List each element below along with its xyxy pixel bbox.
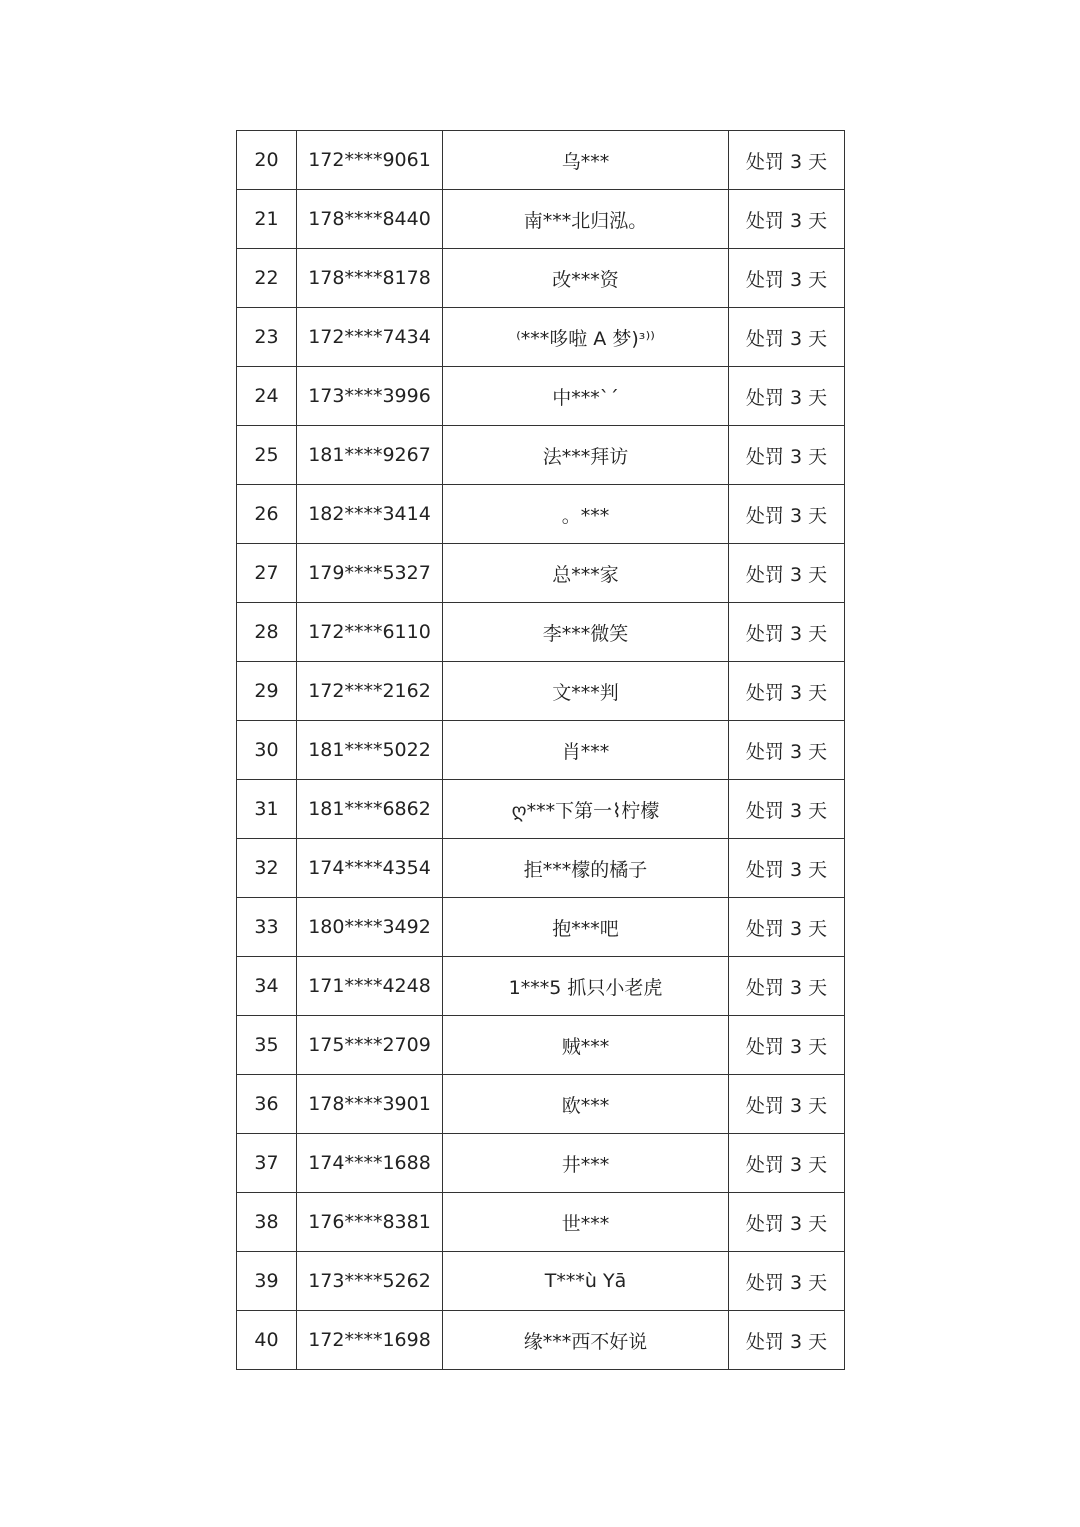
phone-number-cell: 181****6862 [297,780,443,839]
penalty-cell: 处罚 3 天 [729,780,845,839]
phone-number-cell: 179****5327 [297,544,443,603]
phone-number-cell: 174****1688 [297,1134,443,1193]
table-row [237,426,845,485]
row-index-cell: 31 [237,780,297,839]
table-row [237,1016,845,1075]
row-index-cell: 35 [237,1016,297,1075]
table-row [237,1134,845,1193]
phone-number-cell: 172****9061 [297,131,443,190]
nickname-cell: T***ù Yā [443,1252,729,1311]
row-index-cell: 32 [237,839,297,898]
penalty-cell: 处罚 3 天 [729,1134,845,1193]
nickname-cell: 。*** [443,485,729,544]
table-row [237,367,845,426]
table-row [237,485,845,544]
penalty-cell: 处罚 3 天 [729,1252,845,1311]
nickname-cell: 文***判 [443,662,729,721]
table-row [237,839,845,898]
table-row [237,780,845,839]
table-row [237,1075,845,1134]
row-index-cell: 34 [237,957,297,1016]
phone-number-cell: 181****9267 [297,426,443,485]
penalty-cell: 处罚 3 天 [729,1311,845,1370]
row-index-cell: 30 [237,721,297,780]
penalty-cell: 处罚 3 天 [729,898,845,957]
penalty-cell: 处罚 3 天 [729,1016,845,1075]
nickname-cell: 李***微笑 [443,603,729,662]
penalty-cell: 处罚 3 天 [729,662,845,721]
penalty-cell: 处罚 3 天 [729,190,845,249]
nickname-cell: 抱***吧 [443,898,729,957]
phone-number-cell: 176****8381 [297,1193,443,1252]
table-row [237,131,845,190]
table-body [237,131,845,1370]
table-row [237,1252,845,1311]
table-row [237,898,845,957]
nickname-cell: 法***拜访 [443,426,729,485]
nickname-cell: 改***资 [443,249,729,308]
row-index-cell: 40 [237,1311,297,1370]
penalty-cell: 处罚 3 天 [729,839,845,898]
nickname-cell: 肖*** [443,721,729,780]
phone-number-cell: 178****8178 [297,249,443,308]
phone-number-cell: 173****5262 [297,1252,443,1311]
penalty-cell: 处罚 3 天 [729,426,845,485]
row-index-cell: 38 [237,1193,297,1252]
table-row [237,249,845,308]
row-index-cell: 36 [237,1075,297,1134]
table-row [237,662,845,721]
phone-number-cell: 181****5022 [297,721,443,780]
penalty-cell: 处罚 3 天 [729,485,845,544]
penalty-cell: 处罚 3 天 [729,544,845,603]
table-row [237,1311,845,1370]
phone-number-cell: 172****1698 [297,1311,443,1370]
nickname-cell: 乌*** [443,131,729,190]
table-row [237,1193,845,1252]
nickname-cell: 欧*** [443,1075,729,1134]
penalty-table [236,130,845,1370]
nickname-cell: ღ***下第一⌇柠檬 [443,780,729,839]
phone-number-cell: 173****3996 [297,367,443,426]
penalty-cell: 处罚 3 天 [729,721,845,780]
phone-number-cell: 178****3901 [297,1075,443,1134]
nickname-cell: 缘***西不好说 [443,1311,729,1370]
table-row [237,308,845,367]
row-index-cell: 21 [237,190,297,249]
nickname-cell: 中***ˋˊ [443,367,729,426]
row-index-cell: 29 [237,662,297,721]
table-row [237,603,845,662]
row-index-cell: 37 [237,1134,297,1193]
phone-number-cell: 172****2162 [297,662,443,721]
nickname-cell: 贼*** [443,1016,729,1075]
phone-number-cell: 172****6110 [297,603,443,662]
row-index-cell: 39 [237,1252,297,1311]
table-row [237,957,845,1016]
table-row [237,721,845,780]
penalty-cell: 处罚 3 天 [729,1193,845,1252]
phone-number-cell: 178****8440 [297,190,443,249]
row-index-cell: 28 [237,603,297,662]
row-index-cell: 26 [237,485,297,544]
nickname-cell: 世*** [443,1193,729,1252]
row-index-cell: 24 [237,367,297,426]
penalty-cell: 处罚 3 天 [729,957,845,1016]
penalty-cell: 处罚 3 天 [729,367,845,426]
penalty-cell: 处罚 3 天 [729,131,845,190]
penalty-cell: 处罚 3 天 [729,249,845,308]
phone-number-cell: 175****2709 [297,1016,443,1075]
nickname-cell: 井*** [443,1134,729,1193]
row-index-cell: 22 [237,249,297,308]
phone-number-cell: 180****3492 [297,898,443,957]
penalty-cell: 处罚 3 天 [729,1075,845,1134]
row-index-cell: 33 [237,898,297,957]
nickname-cell: ⁽***哆啦 A 梦)ᶟ⁾⁾ [443,308,729,367]
row-index-cell: 23 [237,308,297,367]
phone-number-cell: 174****4354 [297,839,443,898]
phone-number-cell: 172****7434 [297,308,443,367]
table-row [237,190,845,249]
penalty-cell: 处罚 3 天 [729,603,845,662]
row-index-cell: 25 [237,426,297,485]
row-index-cell: 20 [237,131,297,190]
penalty-cell: 处罚 3 天 [729,308,845,367]
phone-number-cell: 182****3414 [297,485,443,544]
nickname-cell: 总***家 [443,544,729,603]
nickname-cell: 南***北归泓。 [443,190,729,249]
table-row [237,544,845,603]
phone-number-cell: 171****4248 [297,957,443,1016]
row-index-cell: 27 [237,544,297,603]
nickname-cell: 1***5 抓只小老虎 [443,957,729,1016]
nickname-cell: 拒***檬的橘子 [443,839,729,898]
